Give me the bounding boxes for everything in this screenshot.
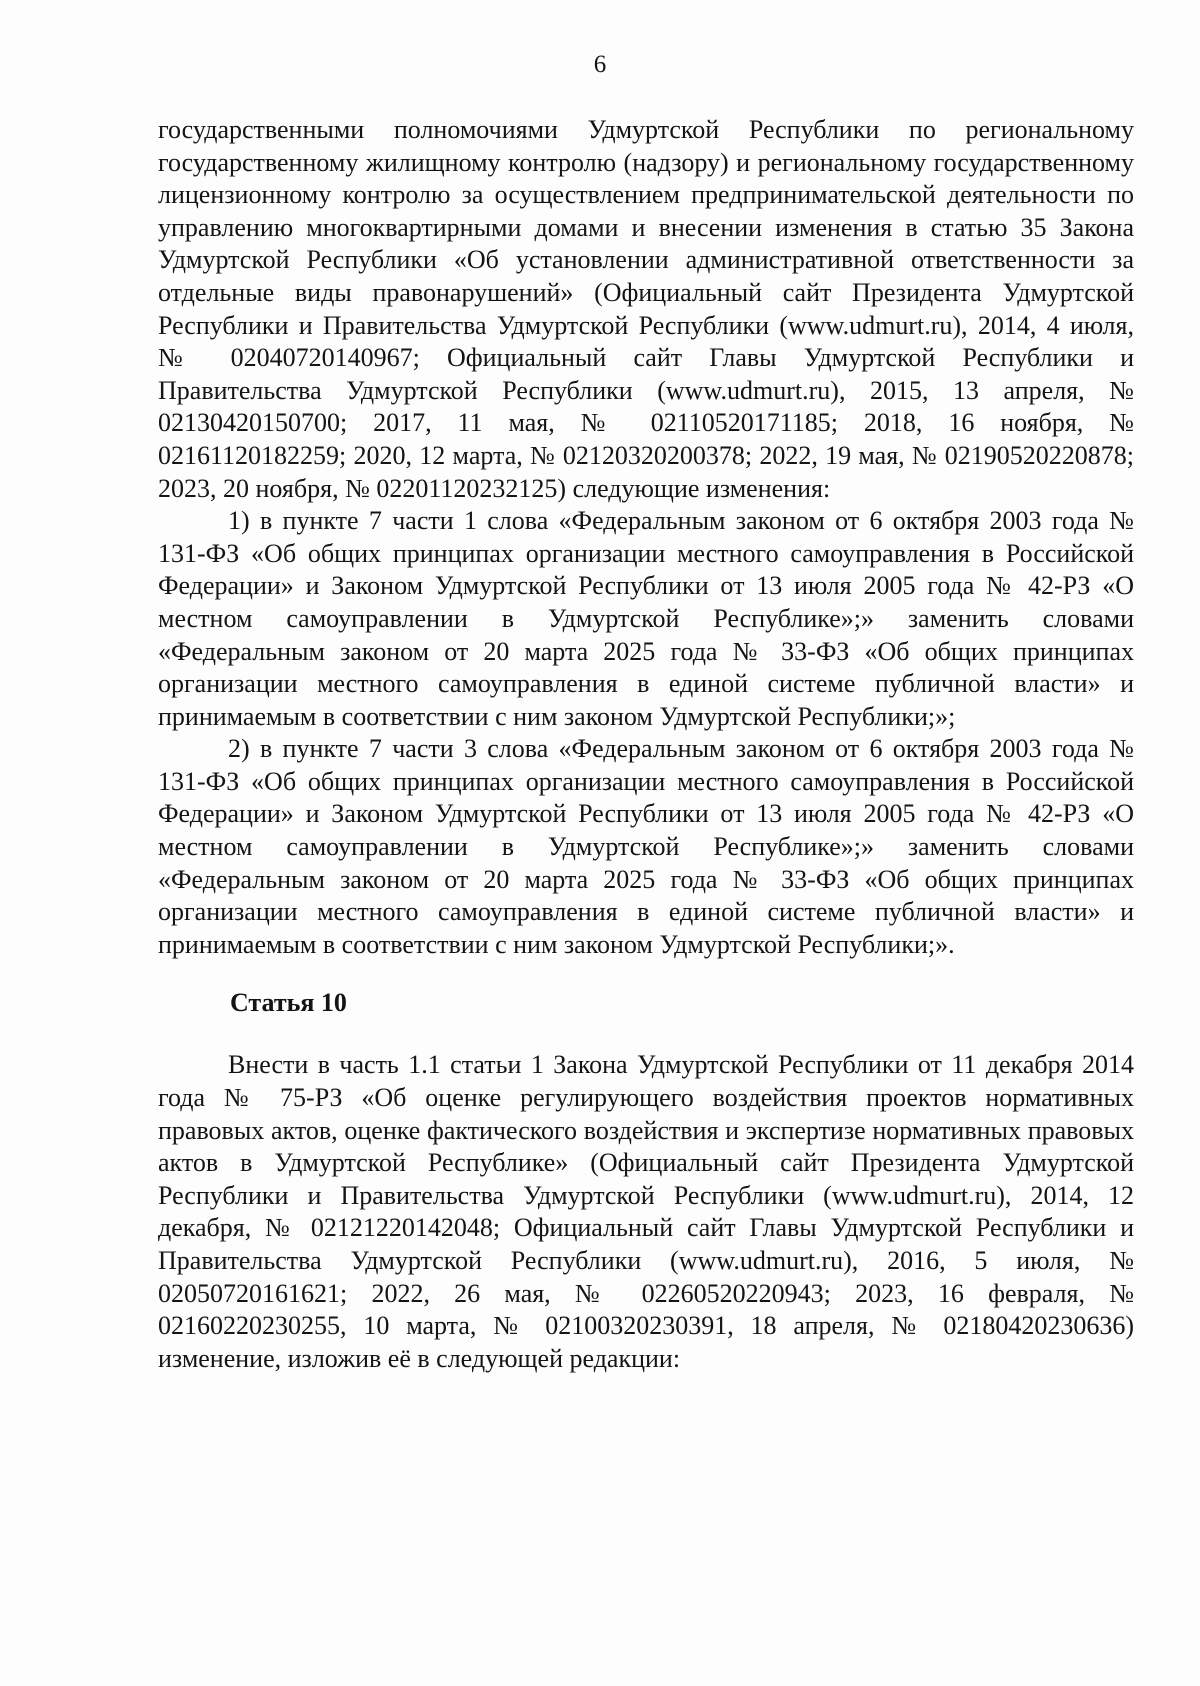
document-body (158, 114, 1134, 1375)
article-paragraph: Внести в часть 1.1 статьи 1 Закона Удмуртской Республики от 11 декабря 2014 года № 75-РЗ «Об оценке регулирующего воздействия проектов нормативных правовых актов, оценке фактического воздействия и экспертизе нормативных правовых актов в Удмуртской Республике» (Официальный сайт Президента Удмуртской Республики и Правительства Удмуртской Республики (www.udmurt.ru), 2014, 12 декабря, № 02121220142048; Официальный сайт Главы Удмуртской Республики и Правительства Удмуртской Республики (www.udmurt.ru), 2016, 5 июля, № 02050720161621; 2022, 26 мая, № 02260520220943; 2023, 16 февраля, № 02160220230255, 10 марта, № 02100320230391, 18 апреля, № 02180420230636) изменение, изложив её в следующей редакции: (158, 1050, 1134, 1373)
page-number: 6 (593, 51, 607, 78)
list-item-1: 1) в пункте 7 части 1 слова «Федеральным законом от 6 октября 2003 года № 131-ФЗ «Об общих принципах организации местного самоуправления в Российской Федерации» и Законом Удмуртской Республики от 13 июля 2005 года № 42-РЗ «О местном самоуправлении в Удмуртской Республике»;» заменить словами «Федеральным законом от 20 марта 2025 года № 33-ФЗ «Об общих принципах организации местного самоуправления в единой системе публичной власти» и принимаемым в соответствии с ним законом Удмуртской Республики;»; (158, 506, 1134, 731)
list-item-2: 2) в пункте 7 части 3 слова «Федеральным законом от 6 октября 2003 года № 131-ФЗ «Об общих принципах организации местного самоуправления в Российской Федерации» и Законом Удмуртской Республики от 13 июля 2005 года № 42-РЗ «О местном самоуправлении в Удмуртской Республике»;» заменить словами «Федеральным законом от 20 марта 2025 года № 33-ФЗ «Об общих принципах организации местного самоуправления в единой системе публичной власти» и принимаемым в соответствии с ним законом Удмуртской Республики;». (158, 734, 1134, 959)
article-heading: Статья 10 (230, 988, 347, 1018)
intro-paragraph: государственными полномочиями Удмуртской Республики по региональному государственному жилищному контролю (надзору) и региональному государственному лицензионному контролю за осуществлением предпринимательской деятельности по управлению многоквартирными домами и внесении изменения в статью 35 Закона Удмуртской Республики «Об установлении административной ответственности за отдельные виды правонарушений» (Официальный сайт Президента Удмуртской Республики и Правительства Удмуртской Республики (www.udmurt.ru), 2014, 4 июля, № 02040720140967; Официальный сайт Главы Удмуртской Республики и Правительства Удмуртской Республики (www.udmurt.ru), 2015, 13 апреля, № 02130420150700; 2017, 11 мая, № 02110520171185; 2018, 16 ноября, № 02161120182259; 2020, 12 марта, № 02120320200378; 2022, 19 мая, № 02190520220878; 2023, 20 ноября, № 02201120232125) следующие изменения: (158, 115, 1134, 503)
